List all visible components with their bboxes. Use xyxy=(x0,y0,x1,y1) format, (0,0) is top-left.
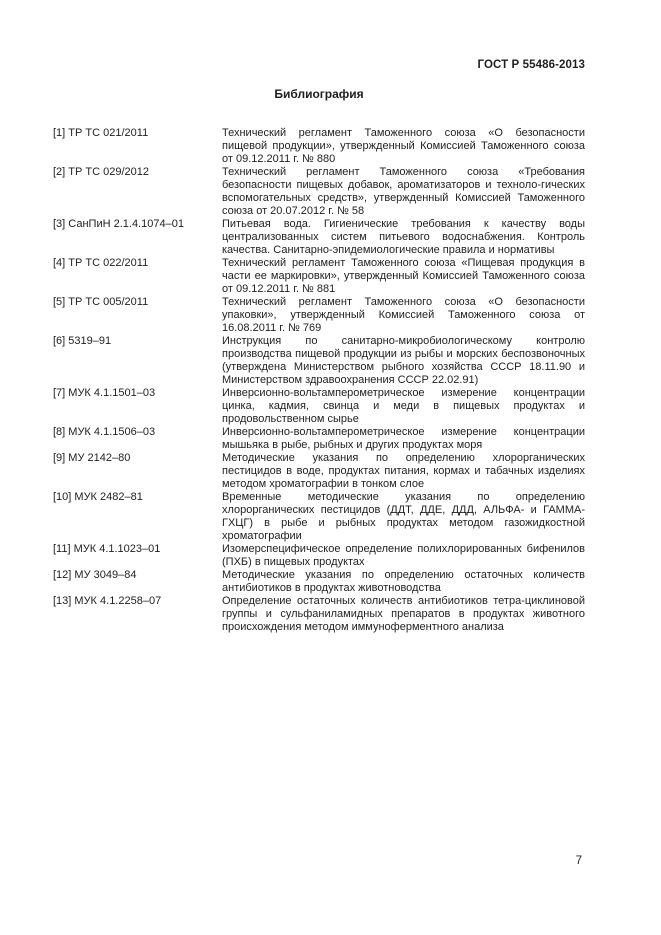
reference-label: [2] ТР ТС 029/2012 xyxy=(53,166,149,178)
reference-text: Технический регламент Таможенного союза «О безопасности пищевой продукции», утвержденный Комиссией Таможенного союза от 09.12.2011 г. № 880 xyxy=(222,127,585,165)
reference-text: Технический регламент Таможенного союза «Требования безопасности пищевых добавок, ароматизаторов и техноло-гических вспомогательных средств», утвержденный Комиссией Таможенного союза от 20.07.2012 г. № 58 xyxy=(222,166,585,217)
reference-label: [10] МУК 2482–81 xyxy=(53,491,143,503)
reference-row xyxy=(53,491,585,543)
reference-text: Временные методические указания по определению хлорорганических пестицидов (ДДТ, ДДЕ, ДДД, АЛЬФА- и ГАММА-ГХЦГ) в рыбе и рыбных продуктах методом газожидкостной хроматографии xyxy=(222,491,585,542)
reference-row xyxy=(53,218,585,257)
reference-text: Технический регламент Таможенного союза «О безопасности упаковки», утвержденный Комиссией Таможенного союза от 16.08.2011 г. № 769 xyxy=(222,296,585,334)
reference-label: [4] ТР ТС 022/2011 xyxy=(53,257,149,269)
reference-row xyxy=(53,595,585,634)
reference-label: [6] 5319–91 xyxy=(53,335,112,347)
reference-row xyxy=(53,452,585,491)
reference-text: Методические указания по определению хлорорганических пестицидов в воде, продуктах питания, кормах и табачных изделиях методом хроматографии в тонком слое xyxy=(222,452,585,490)
reference-text: Инструкция по санитарно-микробиологическому контролю производства пищевой продукции из рыбы и морских беспозвоночных (утверждена Министерством рыбного хозяйства СССР 18.11.90 и Министерством здравоохранения СССР 22.02.91) xyxy=(222,335,585,386)
reference-text: Определение остаточных количеств антибиотиков тетра-циклиновой группы и сульфаниламидных препаратов в продуктах животного происхождения методом иммуноферментного анализа xyxy=(222,595,585,633)
reference-label: [11] МУК 4.1.1023–01 xyxy=(53,543,161,555)
reference-label: [9] МУ 2142–80 xyxy=(53,452,131,464)
reference-row xyxy=(53,387,585,426)
reference-text: Инверсионно-вольтамперометрическое измерение концентрации цинка, кадмия, свинца и меди в пищевых продуктах и продовольственном сырье xyxy=(222,387,585,425)
reference-row xyxy=(53,257,585,296)
reference-row xyxy=(53,426,585,452)
reference-label: [13] МУК 4.1.2258–07 xyxy=(53,595,162,607)
reference-text: Изомерспецифическое определение полихлорированных бифенилов (ПХБ) в пищевых продуктах xyxy=(222,543,585,568)
reference-text: Питьевая вода. Гигиенические требования к качеству воды централизованных систем питьевого водоснабжения. Контроль качества. Санитарно-эпидемиологические правила и нормативы xyxy=(222,218,585,256)
reference-text: Методические указания по определению остаточных количеств антибиотиков в продуктах животноводства xyxy=(222,569,585,594)
reference-row xyxy=(53,296,585,335)
reference-row xyxy=(53,166,585,218)
reference-row xyxy=(53,335,585,387)
reference-label: [5] ТР ТС 005/2011 xyxy=(53,296,149,308)
page-number: 7 xyxy=(575,855,582,867)
reference-row xyxy=(53,127,585,166)
reference-label: [7] МУК 4.1.1501–03 xyxy=(53,387,156,399)
reference-row xyxy=(53,543,585,569)
document-code: ГОСТ Р 55486-2013 xyxy=(477,59,585,71)
page-title: Библиография xyxy=(274,87,364,101)
reference-label: [12] МУ 3049–84 xyxy=(53,569,137,581)
bibliography-list xyxy=(53,127,585,634)
reference-text: Технический регламент Таможенного союза «Пищевая продукция в части ее маркировки», утвержденный Комиссией Таможенного союза от 09.12.2011 г. № 881 xyxy=(222,257,585,295)
reference-label: [1] ТР ТС 021/2011 xyxy=(53,127,149,139)
reference-label: [8] МУК 4.1.1506–03 xyxy=(53,426,156,438)
reference-label: [3] СанПиН 2.1.4.1074–01 xyxy=(53,218,184,230)
reference-text: Инверсионно-вольтамперометрическое измерение концентрации мышьяка в рыбе, рыбных и других продуктах моря xyxy=(222,426,585,451)
reference-row xyxy=(53,569,585,595)
